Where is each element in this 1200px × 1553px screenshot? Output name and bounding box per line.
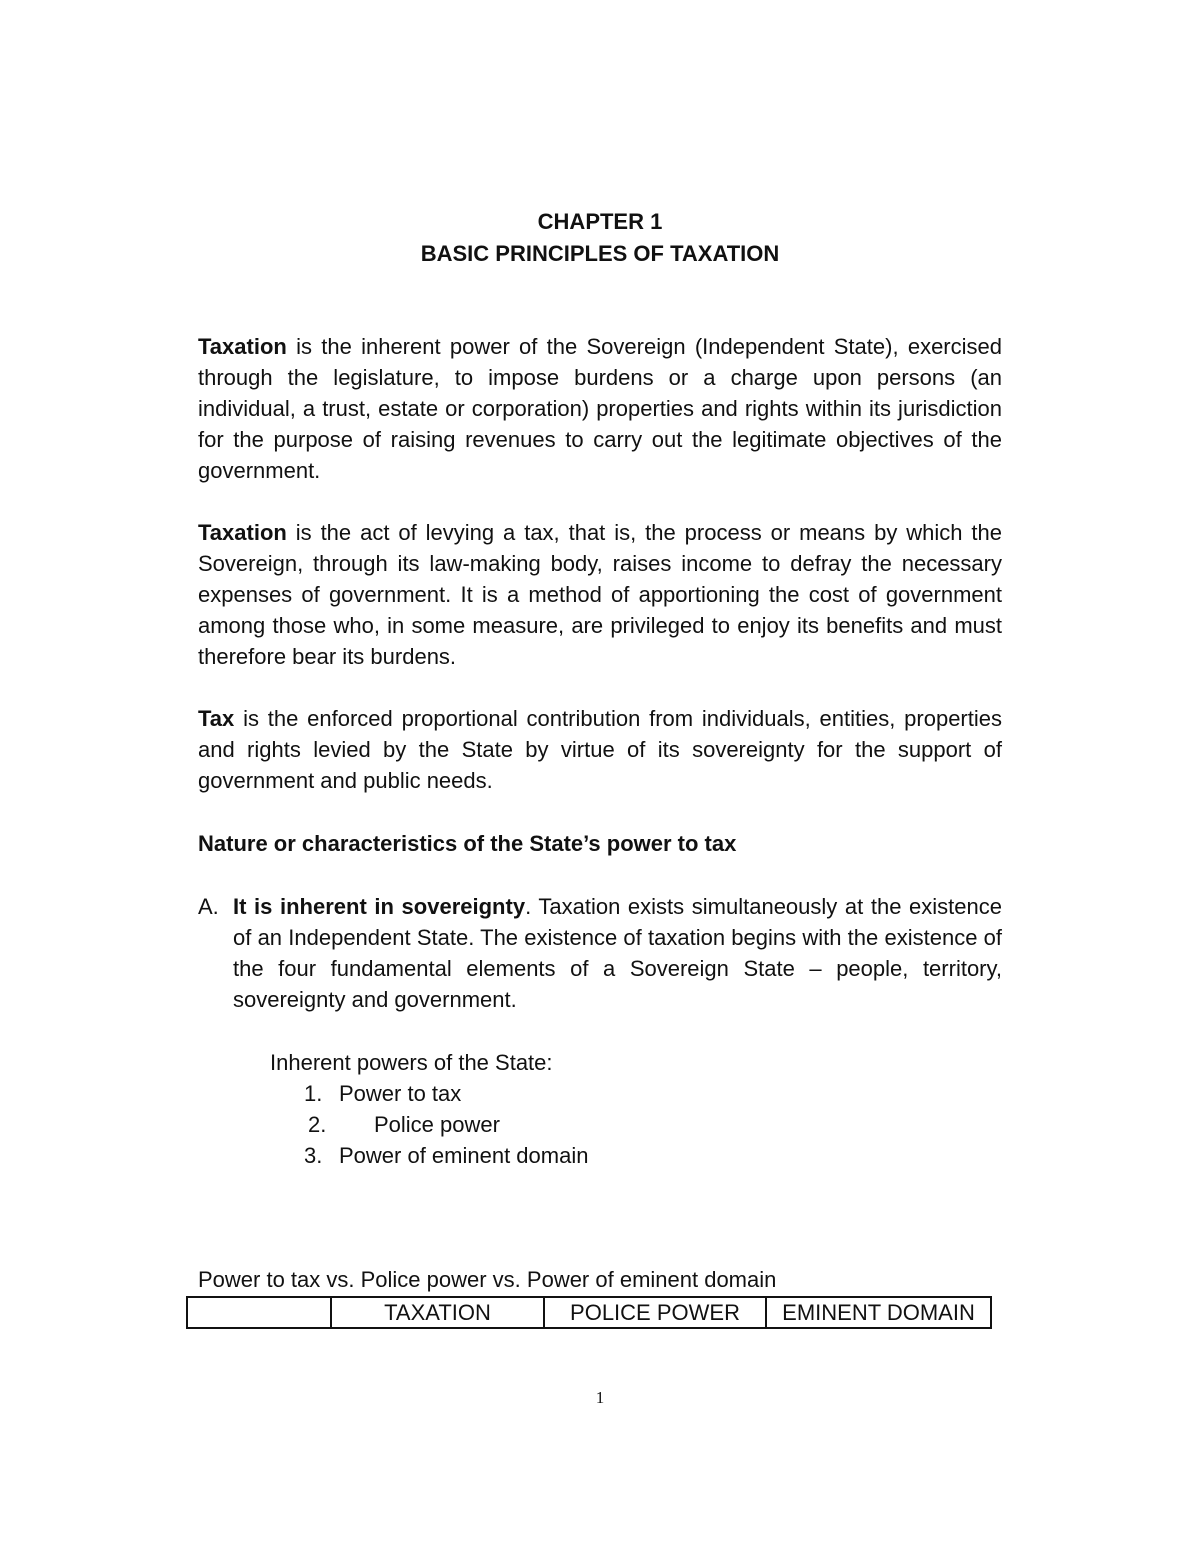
comparison-table <box>186 1296 992 1329</box>
paragraph-term: Tax <box>198 706 235 731</box>
table-header-row <box>187 1297 991 1328</box>
paragraph-text: is the enforced proportional contribution from individuals, entities, properties and rights levied by the State by virtue of its sovereignty for the support of government and public needs. <box>198 706 1002 793</box>
table-header-cell <box>187 1297 331 1328</box>
numbered-marker: 3. <box>304 1143 323 1168</box>
chapter-number: CHAPTER 1 <box>537 209 663 234</box>
numbered-marker: 1. <box>304 1081 323 1106</box>
list-item-body <box>233 891 1002 1015</box>
table-header-cell: EMINENT DOMAIN <box>766 1297 991 1328</box>
paragraph-text: is the inherent power of the Sovereign (Independent State), exercised through the legislature, to impose burdens or a charge upon persons (an individual, a trust, estate or corporation) properties and rights within its jurisdiction for the purpose of raising revenues to carry out the legitimate objectives of the government. <box>198 334 1002 483</box>
table-header-cell: TAXATION <box>331 1297 544 1328</box>
paragraph-taxation-act <box>198 517 1002 672</box>
list-marker: A. <box>198 894 219 919</box>
list-item-text: . Taxation exists simultaneously at the existence of an Independent State. The existence of taxation begins with the existence of the four fundamental elements of a Sovereign State – people, territory, sovereignty and government. <box>233 894 1002 1012</box>
numbered-marker: 2. <box>308 1112 327 1137</box>
table-header-cell: POLICE POWER <box>544 1297 766 1328</box>
page-number: 1 <box>595 1388 605 1407</box>
paragraph-taxation-definition <box>198 331 1002 486</box>
numbered-item-label: Power to tax <box>339 1081 462 1106</box>
paragraph-text: is the act of levying a tax, that is, the process or means by which the Sovereign, through its law-making body, raises income to defray the necessary expenses of government. It is a method of apportioning the cost of government among those who, in some measure, are privileged to enjoy its benefits and must therefore bear its burdens. <box>198 520 1002 669</box>
table-caption: Power to tax vs. Police power vs. Power of eminent domain <box>198 1267 777 1292</box>
chapter-title: BASIC PRINCIPLES OF TAXATION <box>420 241 780 266</box>
numbered-item-label: Power of eminent domain <box>339 1143 589 1168</box>
numbered-item-label: Police power <box>374 1112 500 1137</box>
section-heading: Nature or characteristics of the State’s power to tax <box>198 831 737 856</box>
inherent-powers-intro: Inherent powers of the State: <box>270 1050 553 1075</box>
paragraph-tax-definition <box>198 703 1002 796</box>
list-item-a <box>198 891 1002 1015</box>
list-item-lead: It is inherent in sovereignty <box>233 894 526 919</box>
paragraph-term: Taxation <box>198 520 287 545</box>
paragraph-term: Taxation <box>198 334 287 359</box>
